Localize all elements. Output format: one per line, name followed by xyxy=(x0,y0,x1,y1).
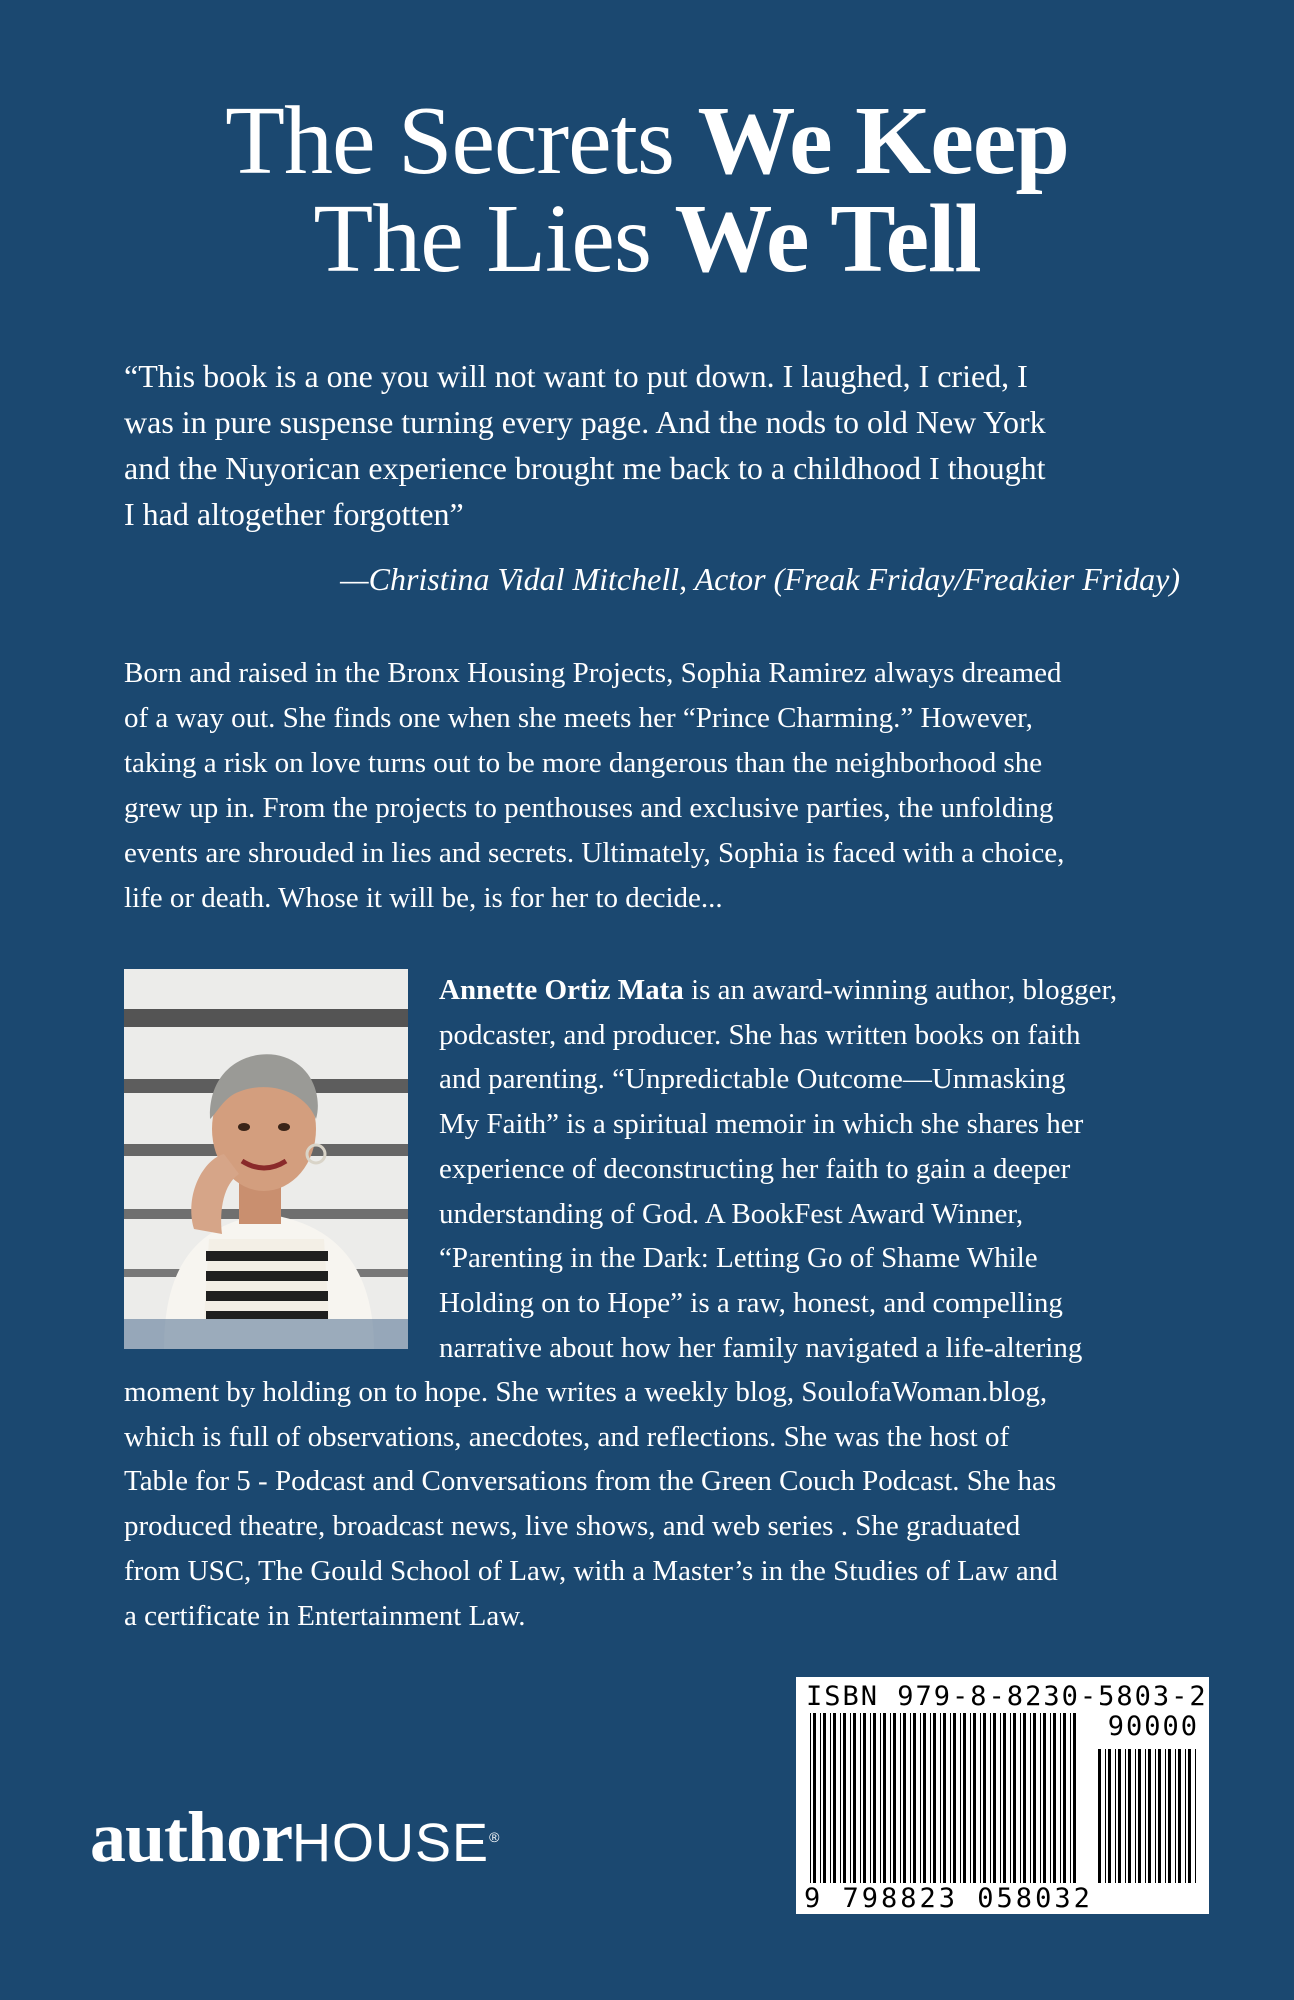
title-line-1-light: The Secrets xyxy=(225,87,698,195)
book-blurb xyxy=(124,651,1194,921)
endorsement-quote xyxy=(124,353,1184,537)
quote-attribution: —Christina Vidal Mitchell, Actor (Freak Friday/Freakier Friday) xyxy=(340,561,1180,597)
bio-first-line xyxy=(439,968,1117,1013)
quote-line: “This book is a one you will not want to put down. I laughed, I cried, I xyxy=(124,358,1028,394)
quote-line: was in pure suspense turning every page. And the nods to old New York xyxy=(124,404,1046,440)
bio-line: experience of deconstructing her faith to gain a deeper xyxy=(439,1152,1071,1185)
blurb-line: taking a risk on love turns out to be more dangerous than the neighborhood she xyxy=(124,747,1043,779)
author-photo xyxy=(124,969,408,1349)
quote-line: and the Nuyorican experience brought me back to a childhood I thought xyxy=(124,450,1046,486)
publisher-logo xyxy=(90,1797,498,1883)
bio-line: podcaster, and producer. She has written books on faith xyxy=(439,1018,1081,1051)
blurb-line: events are shrouded in lies and secrets. Ultimately, Sophia is faced with a choice, xyxy=(124,837,1065,869)
bio-line: “Parenting in the Dark: Letting Go of Shame While xyxy=(439,1242,1038,1275)
bio-line: Table for 5 - Podcast and Conversations from the Green Couch Podcast. She has xyxy=(124,1465,1057,1498)
bio-line: which is full of observations, anecdotes, and reflections. She was the host of xyxy=(124,1420,1010,1453)
bio-line: and parenting. “Unpredictable Outcome—Unmasking xyxy=(439,1063,1066,1096)
blurb-line: Born and raised in the Bronx Housing Projects, Sophia Ramirez always dreamed xyxy=(124,657,1062,689)
logo-registered-mark: ® xyxy=(489,1829,499,1845)
bio-line: a certificate in Entertainment Law. xyxy=(124,1599,526,1632)
title-line-2-bold: We Tell xyxy=(674,185,981,293)
bio-line: Holding on to Hope” is a raw, honest, and compelling xyxy=(439,1286,1063,1319)
bio-line: My Faith” is a spiritual memoir in which she shares her xyxy=(439,1108,1084,1141)
author-name: Annette Ortiz Mata xyxy=(439,974,684,1006)
bio-line: understanding of God. A BookFest Award Winner, xyxy=(439,1197,1024,1230)
blurb-line: of a way out. She finds one when she meets her “Prince Charming.” However, xyxy=(124,702,1033,734)
blurb-line: grew up in. From the projects to penthouses and exclusive parties, the unfolding xyxy=(124,792,1054,824)
author-bio-full xyxy=(124,1370,1058,1638)
bio-line: produced theatre, broadcast news, live shows, and web series . She graduated xyxy=(124,1510,1021,1543)
author-bio-side xyxy=(439,968,1117,1370)
bio-line: narrative about how her family navigated a life-altering xyxy=(439,1331,1083,1364)
ean-digits: 9 798823 058032 xyxy=(804,1883,1093,1914)
addon-bars xyxy=(1098,1749,1198,1883)
isbn-number: ISBN 979-8-8230-5803-2 xyxy=(806,1681,1208,1712)
price-code: 90000 xyxy=(1107,1711,1199,1742)
ean-bars xyxy=(810,1713,1080,1883)
quote-line: I had altogether forgotten” xyxy=(124,496,464,532)
logo-author: author xyxy=(90,1797,293,1877)
title-line-1-bold: We Keep xyxy=(697,87,1069,195)
bio-line: is an award-winning author, blogger, xyxy=(683,974,1118,1006)
bio-line: from USC, The Gould School of Law, with a Master’s in the Studies of Law and xyxy=(124,1554,1058,1587)
bio-line: moment by holding on to hope. She writes a weekly blog, SoulofaWoman.blog, xyxy=(124,1376,1048,1408)
title-line-1 xyxy=(0,87,1294,195)
blurb-line: life or death. Whose it will be, is for her to decide... xyxy=(124,882,723,914)
logo-house: HOUSE xyxy=(292,1813,490,1873)
author-photo-illustration xyxy=(124,969,408,1349)
title-line-2-light: The Lies xyxy=(313,185,675,293)
title-line-2 xyxy=(0,185,1294,293)
isbn-barcode xyxy=(796,1677,1209,1914)
